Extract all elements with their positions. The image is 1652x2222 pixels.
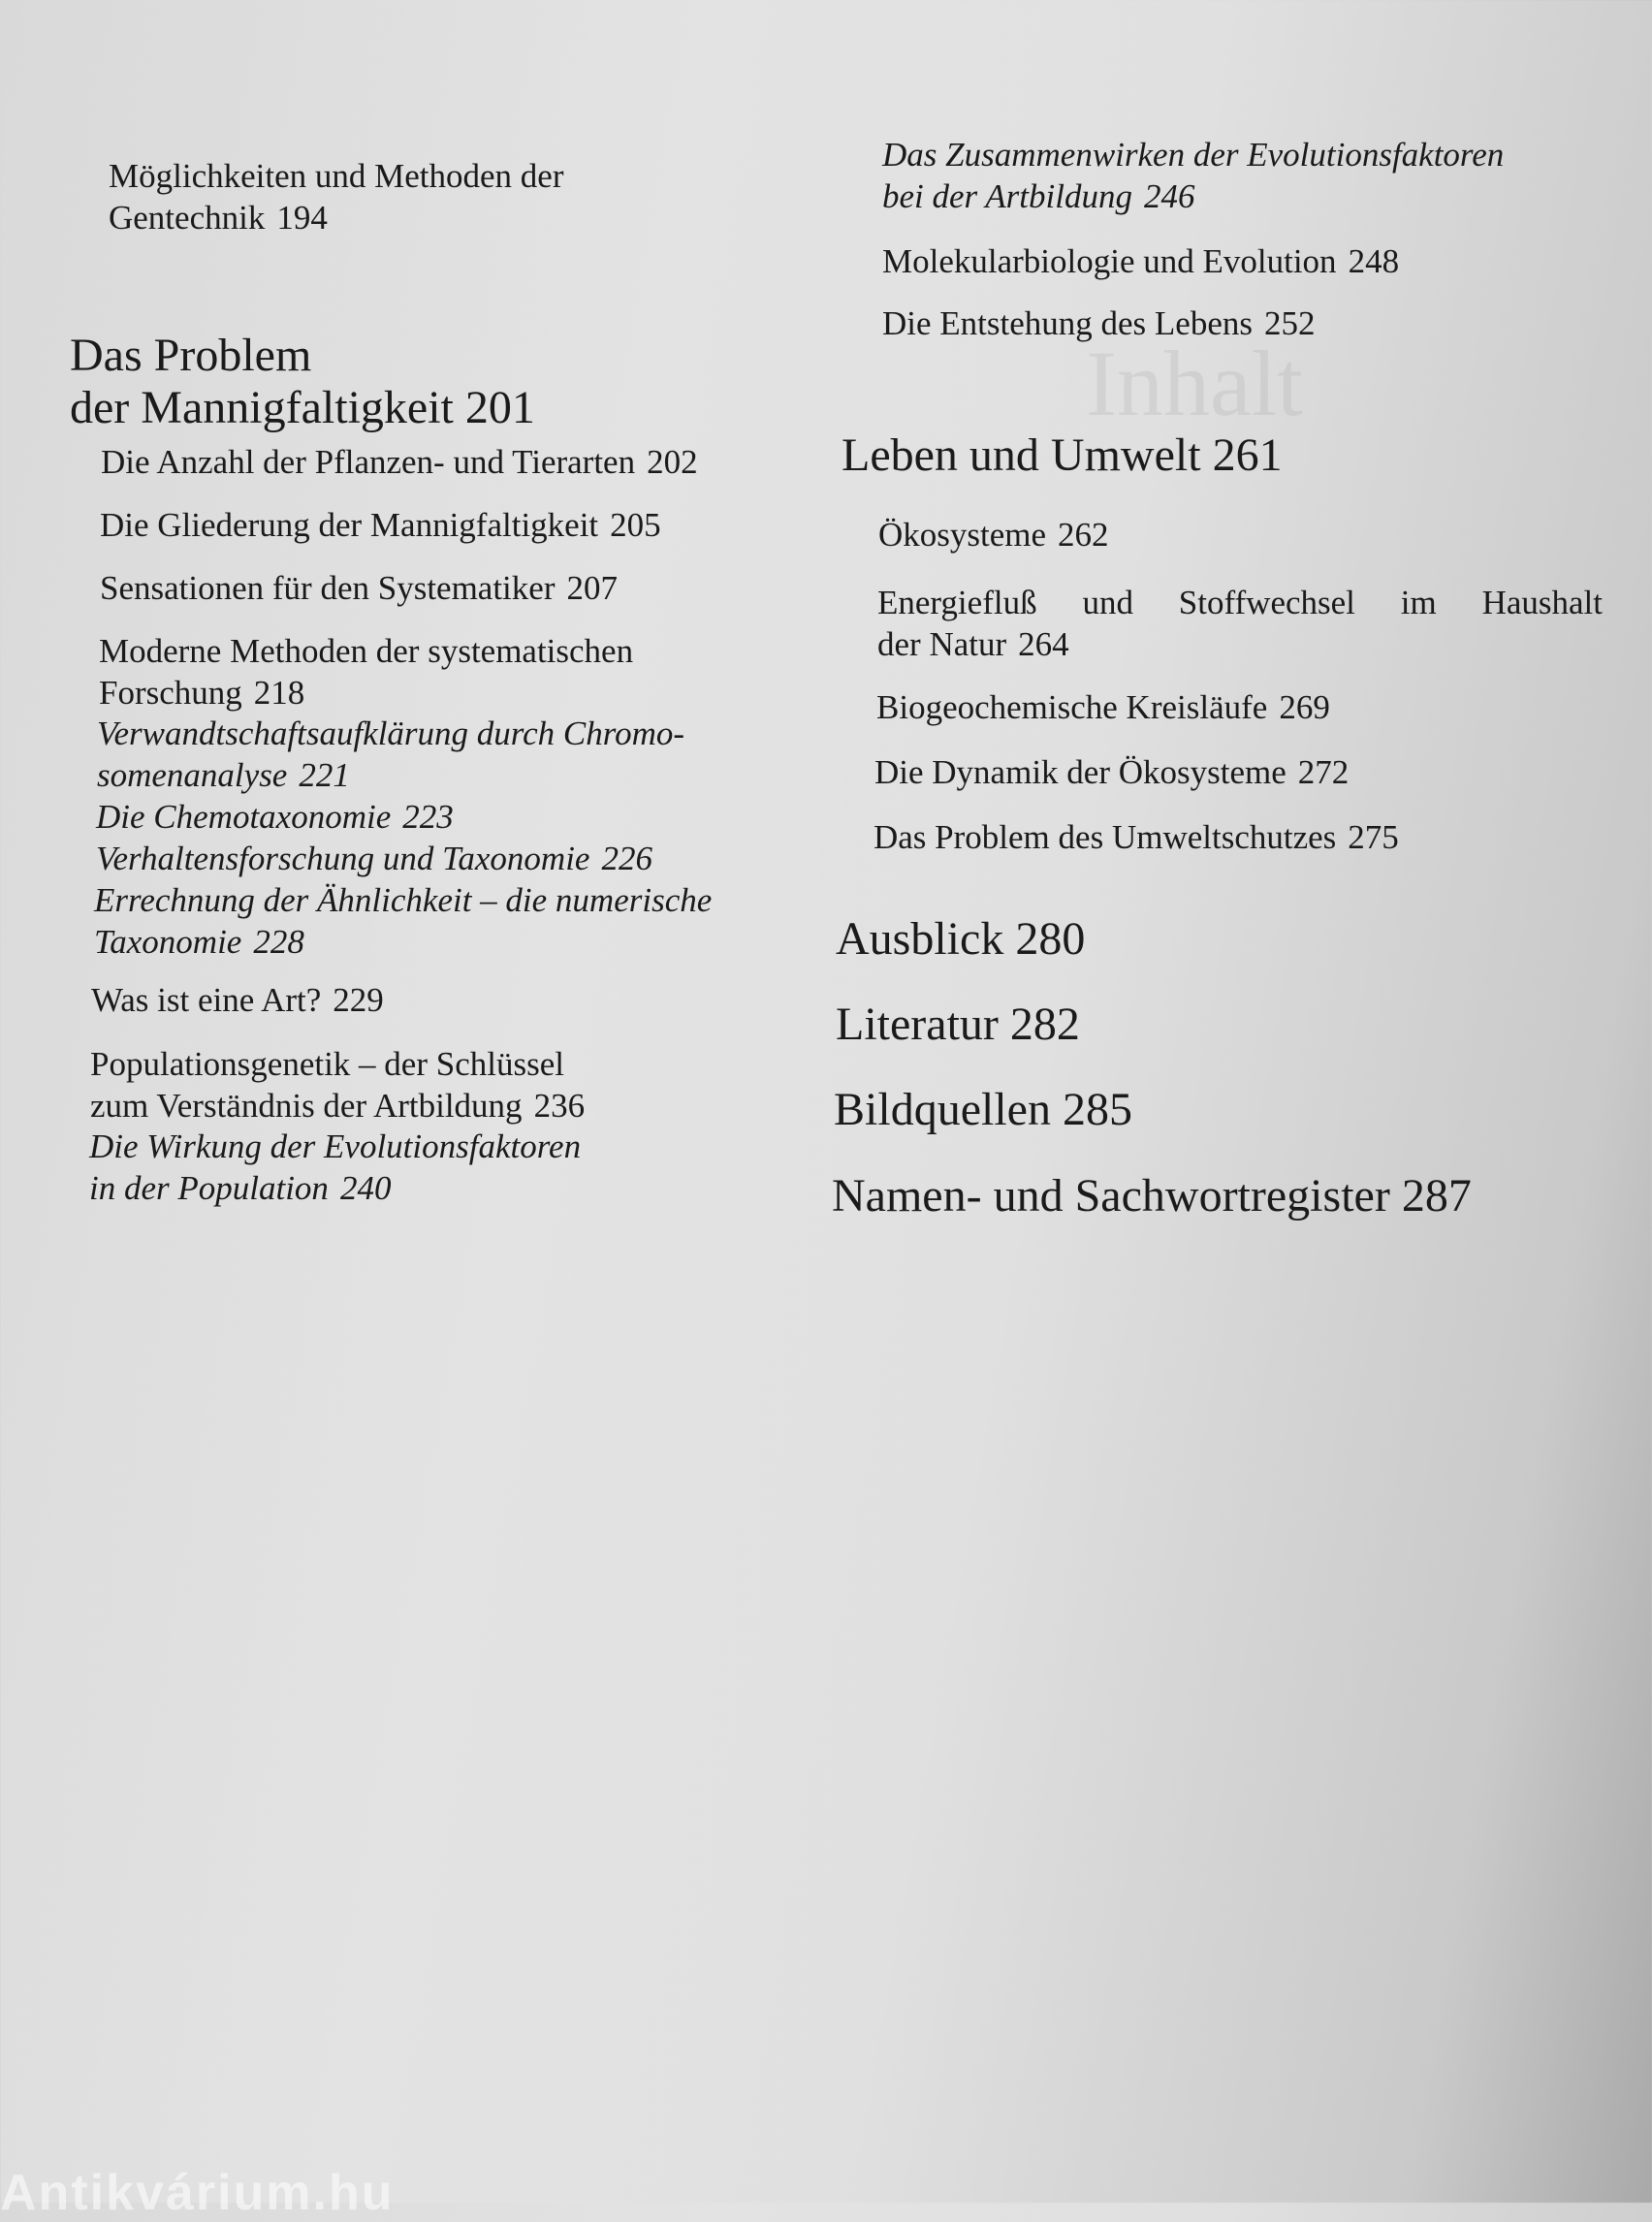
toc-entry-text: Taxonomie (94, 923, 242, 961)
section-heading-text: Namen- und Sachwortregister (832, 1170, 1390, 1222)
toc-entry (100, 567, 618, 609)
toc-entry-text: Die Anzahl der Pflanzen- und Tierarten (101, 443, 636, 481)
section-heading-text: Das Problem (70, 330, 312, 381)
page-number: 252 (1264, 304, 1316, 342)
section-heading-text: der Mannigfaltigkeit (70, 382, 454, 433)
toc-entry-text: Molekularbiologie und Evolution (882, 242, 1337, 280)
toc-entry-text: Die Entstehung des Lebens (882, 304, 1253, 342)
page-number: 226 (601, 840, 652, 877)
toc-entry-text: Ökosysteme (878, 516, 1047, 554)
section-heading-text: Ausblick (836, 913, 1004, 965)
page-number: 218 (253, 674, 305, 712)
toc-entry-text: somenanalyse (97, 756, 288, 794)
toc-entry (91, 979, 384, 1021)
page-number: 275 (1348, 818, 1399, 856)
toc-entry-text: zum Verständnis der Artbildung (90, 1087, 523, 1125)
toc-subentry (96, 796, 454, 838)
page-number: 261 (1212, 429, 1283, 481)
toc-entry-text: Die Chemotaxonomie (96, 798, 392, 836)
toc-entry-text: Möglichkeiten und Methoden der (109, 157, 564, 195)
toc-entry (90, 1043, 585, 1127)
page-number: 223 (402, 798, 454, 836)
page-number: 221 (299, 756, 350, 794)
toc-entry-text: Verwandtschaftsaufklärung durch Chromo- (97, 714, 685, 752)
toc-entry-text: Was ist eine Art? (91, 981, 322, 1019)
toc-entry-text: Verhaltensforschung und Taxonomie (96, 840, 590, 877)
show-through-title: Inhalt (1086, 332, 1303, 435)
toc-subentry (89, 1126, 581, 1209)
page-number: 205 (610, 506, 661, 544)
section-heading-ausblick (836, 913, 1085, 966)
toc-entry (100, 504, 661, 546)
toc-subentry (882, 134, 1504, 217)
toc-entry-text: Forschung (99, 674, 242, 712)
toc-entry-text: Das Zusammenwirken der Evolutionsfaktoren (882, 136, 1505, 174)
section-heading-text: Bildquellen (834, 1084, 1051, 1135)
section-heading-text: Leben und Umwelt (842, 429, 1201, 481)
toc-entry-text: Die Gliederung der Mannigfaltigkeit (100, 506, 599, 544)
toc-entry (876, 686, 1330, 728)
page-number: 228 (253, 923, 304, 961)
page-number: 287 (1401, 1170, 1472, 1222)
toc-entry-text: Das Problem des Umweltschutzes (874, 818, 1337, 856)
toc-entry-text: Die Dynamik der Ökosysteme (874, 753, 1287, 791)
page-number: 248 (1348, 242, 1400, 280)
toc-entry-text: bei der Artbildung (882, 177, 1132, 215)
toc-entry-text: Moderne Methoden der systematischen (99, 632, 634, 670)
page-number: 240 (339, 1169, 392, 1207)
toc-subentry (94, 879, 712, 963)
toc-entry (874, 751, 1349, 793)
section-heading-leben-und-umwelt (842, 429, 1283, 482)
toc-subentry (97, 713, 684, 796)
toc-entry-text: Energiefluß und Stoffwechsel im Haushalt (877, 584, 1603, 621)
toc-entry-text: in der Population (89, 1169, 329, 1207)
page-number: 201 (464, 382, 535, 433)
toc-entry-text: Die Wirkung der Evolutionsfaktoren (89, 1127, 582, 1165)
watermark: Antikvárium.hu (0, 2165, 395, 2221)
page-number: 285 (1062, 1084, 1132, 1135)
section-heading-mannigfaltigkeit (70, 330, 535, 434)
toc-entry (874, 816, 1399, 858)
toc-entry (878, 514, 1109, 556)
page-number: 272 (1297, 753, 1350, 791)
page-number: 236 (533, 1087, 586, 1125)
toc-entry-text: Errechnung der Ähnlichkeit – die numerische (94, 881, 713, 919)
section-heading-text: Literatur (836, 999, 999, 1050)
page-number: 202 (647, 443, 698, 481)
toc-entry-text: Populationsgenetik – der Schlüssel (90, 1045, 564, 1083)
toc-entry-text: der Natur (877, 625, 1007, 663)
page-number: 264 (1018, 625, 1069, 663)
toc-entry-text: Sensationen für den Systematiker (100, 569, 556, 607)
toc-subentry (96, 838, 652, 879)
page-number: 280 (1015, 913, 1086, 965)
section-heading-register (832, 1170, 1472, 1222)
page-number: 282 (1009, 999, 1080, 1050)
page-number: 229 (333, 981, 384, 1019)
page-number: 262 (1058, 516, 1109, 554)
toc-entry (877, 582, 1603, 665)
toc-entry (882, 302, 1316, 344)
toc-entry (882, 240, 1399, 282)
page-number: 194 (276, 199, 328, 237)
page-number: 246 (1143, 177, 1195, 215)
page-number: 207 (566, 569, 618, 607)
toc-entry (99, 630, 633, 714)
toc-entry-text: Gentechnik (109, 199, 266, 237)
page-number: 269 (1279, 688, 1330, 726)
section-heading-literatur (836, 999, 1080, 1051)
toc-entry-gentechnik (109, 155, 563, 238)
toc-entry (101, 441, 698, 483)
toc-entry-text: Biogeochemische Kreisläufe (876, 688, 1268, 726)
section-heading-bildquellen (834, 1084, 1132, 1136)
